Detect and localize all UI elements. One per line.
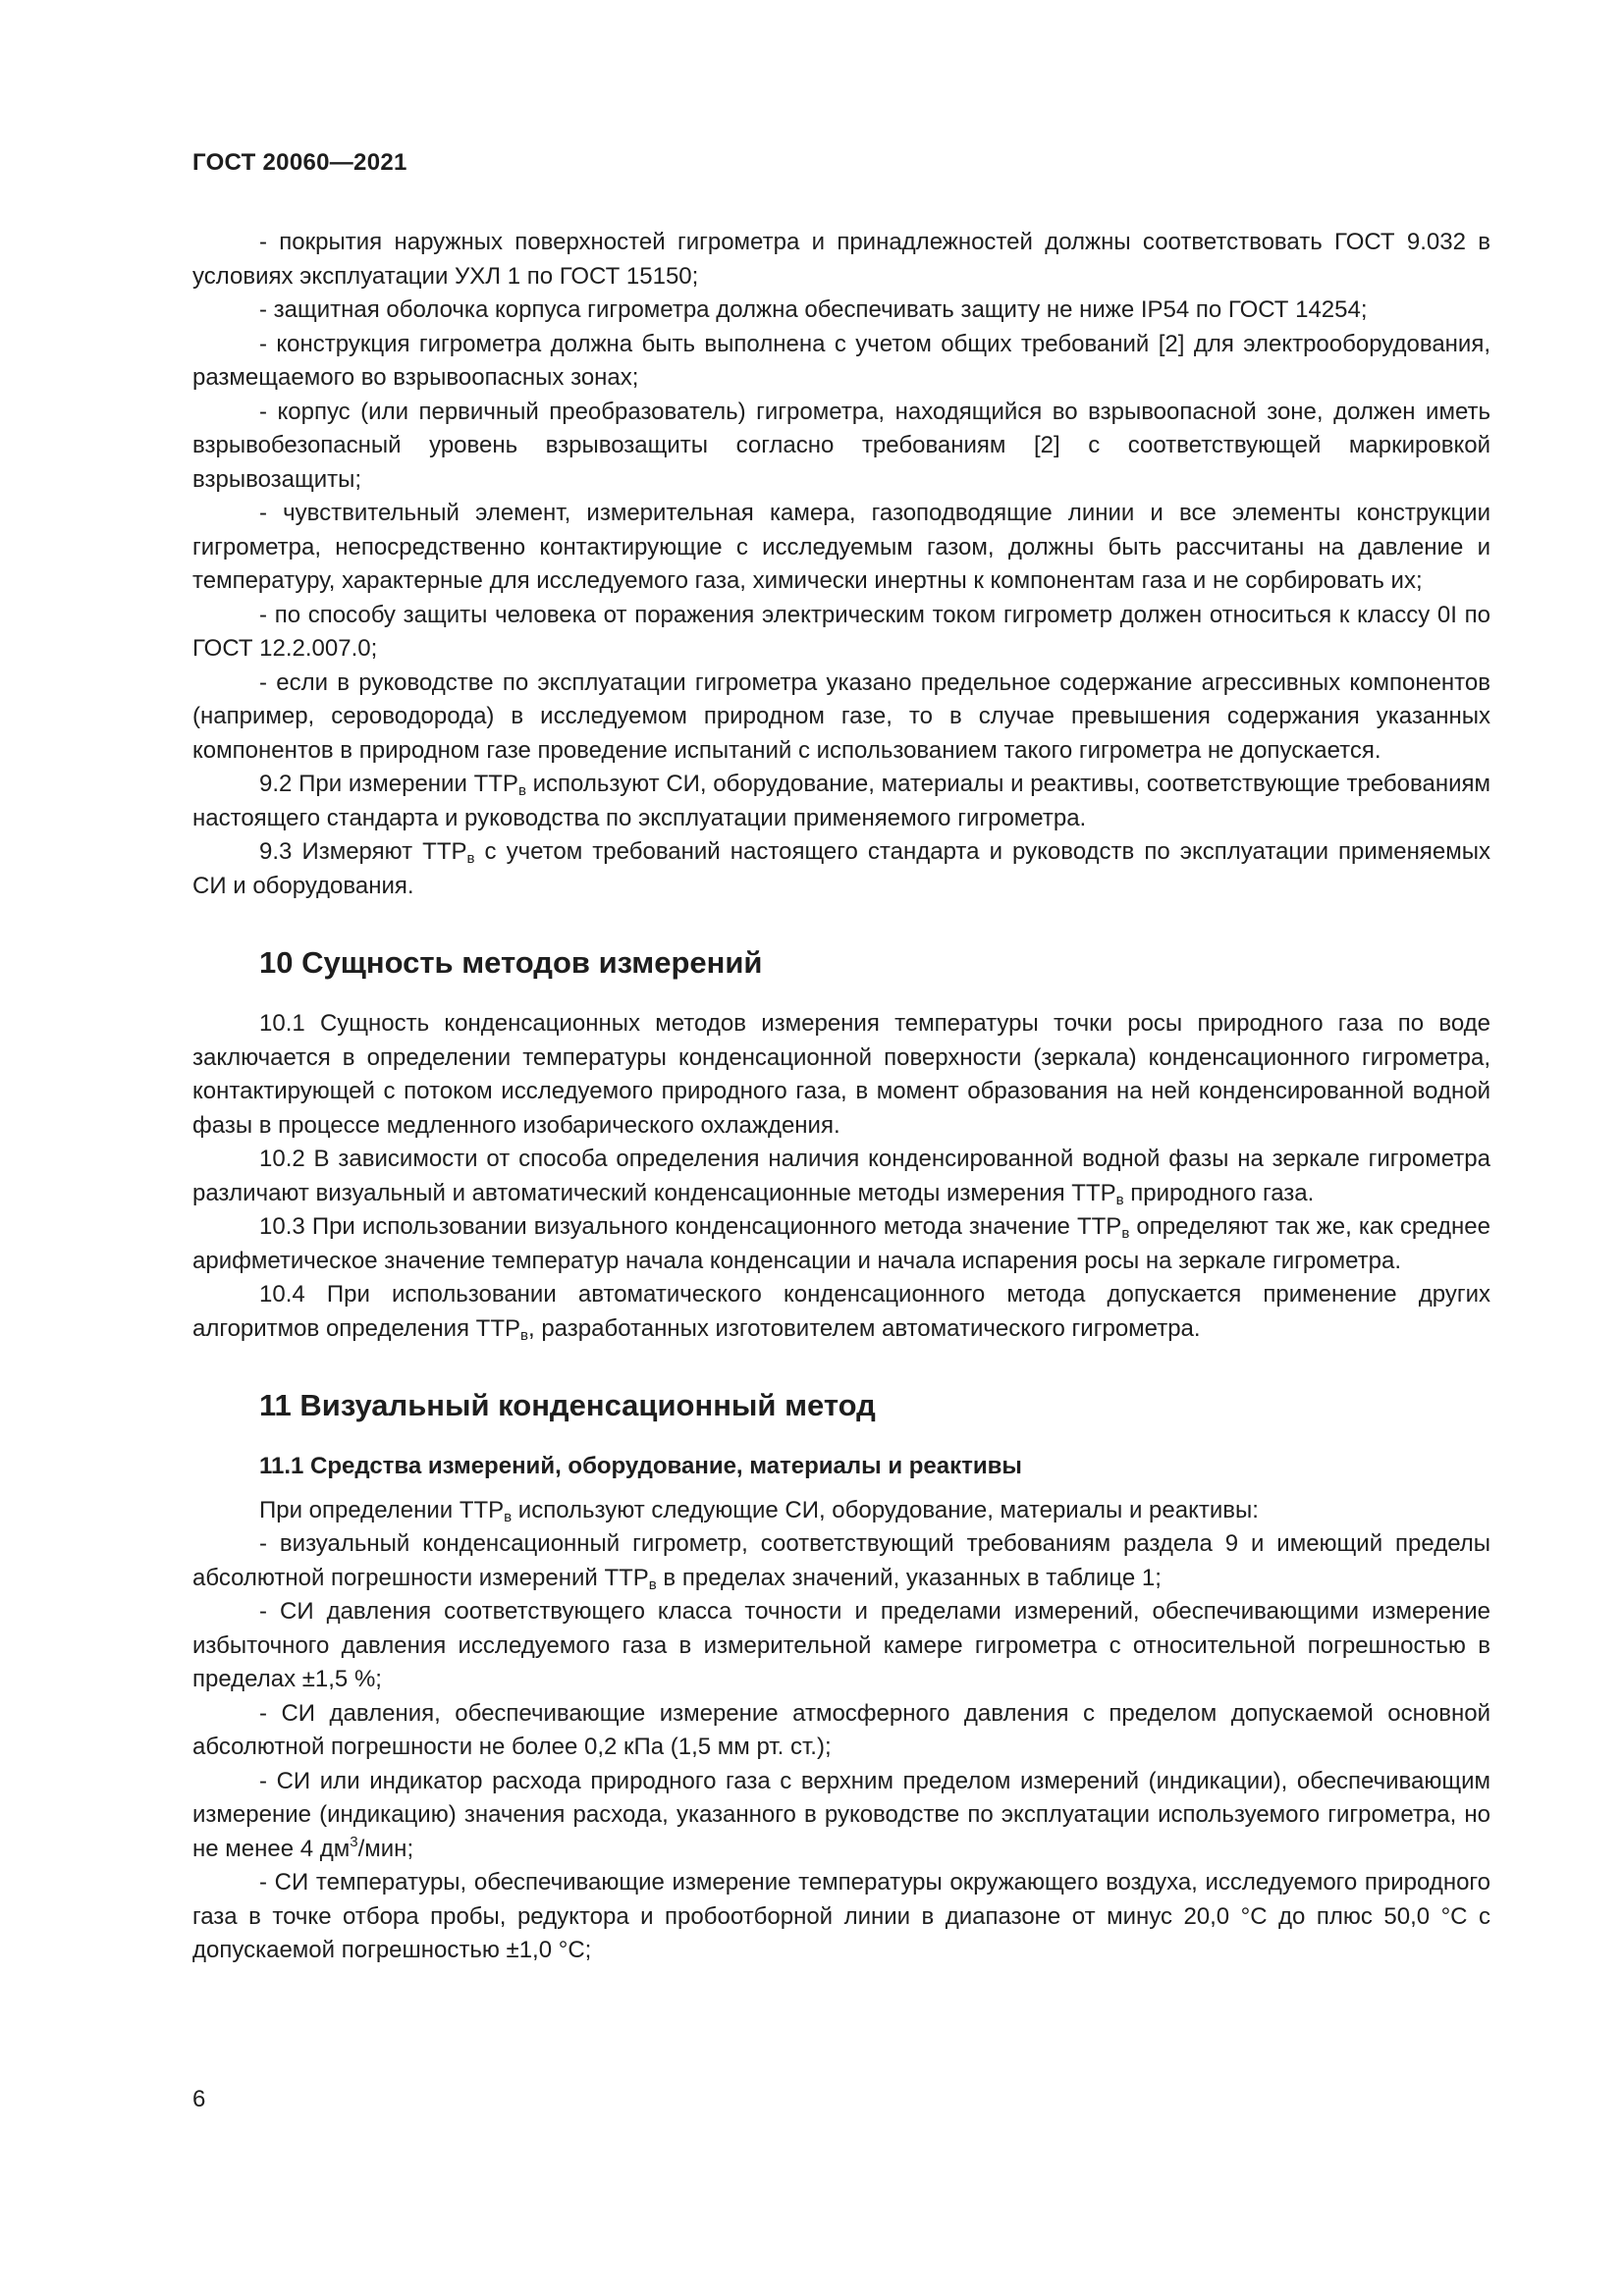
subscript: в: [648, 1575, 657, 1593]
paragraph: - чувствительный элемент, измерительная камера, газоподводящие линии и все элементы конструкции гигрометра, непосредственно контактирующие с исследуемым газом, должны быть рассчитаны на давление и температуру, характерные для исследуемого газа, химически инертны к компонентам газа и не сорбировать их;: [192, 500, 1490, 594]
subscript: в: [520, 1326, 528, 1344]
subscript: в: [517, 782, 526, 799]
text-segment: 10.3 При использовании визуального конденсационного метода значение ТТР: [259, 1213, 1122, 1240]
text-segment: /мин;: [357, 1835, 414, 1862]
subscript: в: [466, 850, 475, 867]
text-segment: , разработанных изготовителем автоматического гигрометра.: [527, 1314, 1201, 1342]
paragraph: - покрытия наружных поверхностей гигрометра и принадлежностей должны соответствовать ГОСТ 9.032 в условиях эксплуатации УХЛ 1 по ГОСТ 15150;: [192, 229, 1490, 290]
text-segment: - визуальный конденсационный гигрометр, соответствующий требованиям раздела 9 и имеющий пределы абсолютной погрешности измерений ТТР: [192, 1530, 1490, 1591]
text-segment: При определении ТТР: [259, 1496, 505, 1523]
text-segment: 9.3 Измеряют ТТР: [259, 838, 467, 865]
paragraph: - СИ температуры, обеспечивающие измерение температуры окружающего воздуха, исследуемого природного газа в точке отбора пробы, редуктора и пробоотборной линии в диапазоне от минус 20,0 °С до плюс 50,0 °С с допускаемой погрешностью ±1,0 °С;: [192, 1869, 1490, 1963]
subsection-heading-11-1: 11.1 Средства измерений, оборудование, материалы и реактивы: [259, 1453, 1022, 1479]
paragraph: - СИ давления соответствующего класса точности и пределами измерений, обеспечивающими измерение избыточного давления исследуемого газа в измерительной камере гигрометра с относительной погрешностью в пределах ±1,5 %;: [192, 1598, 1490, 1692]
paragraph: - если в руководстве по эксплуатации гигрометра указано предельное содержание агрессивных компонентов (например, сероводорода) в исследуемом природном газе, то в случае превышения содержания указанных компонентов в природном газе проведение испытаний с использованием такого гигрометра не допускается.: [192, 668, 1490, 764]
document-header: ГОСТ 20060—2021: [192, 149, 407, 176]
subscript: в: [504, 1508, 513, 1525]
section-heading-11: 11 Визуальный конденсационный метод: [259, 1388, 876, 1422]
page-number: 6: [192, 2086, 206, 2112]
text-segment: 9.2 При измерении ТТР: [259, 771, 518, 797]
paragraph: [192, 1765, 1490, 1867]
document-body: [192, 226, 1490, 1968]
paragraph: - СИ давления, обеспечивающие измерение атмосферного давления с пределом допускаемой основной абсолютной погрешности не более 0,2 кПа (1,5 мм рт. ст.);: [192, 1699, 1490, 1760]
paragraph: - защитная оболочка корпуса гигрометра должна обеспечивать защиту не ниже IP54 по ГОСТ 14254;: [259, 296, 1368, 323]
paragraph-9-3: [192, 835, 1490, 903]
paragraph-10-3: [192, 1210, 1490, 1278]
paragraph: [192, 1494, 1490, 1528]
paragraph: [192, 1527, 1490, 1595]
paragraph-9-2: [192, 768, 1490, 835]
paragraph: - конструкция гигрометра должна быть выполнена с учетом общих требований [2] для электрооборудования, размещаемого во взрывоопасных зонах;: [192, 330, 1490, 391]
paragraph-10-1: 10.1 Сущность конденсационных методов измерения температуры точки росы природного газа по воде заключается в определении температуры конденсационной поверхности (зеркала) конденсационного гигрометра, контактирующей с потоком исследуемого природного газа, в момент образования на ней конденсированной водной фазы в процессе медленного изобарического охлаждения.: [192, 1010, 1490, 1139]
text-segment: с учетом требований настоящего стандарта и руководств по эксплуатации применяемых СИ и оборудования.: [192, 838, 1490, 899]
text-segment: определяют так же, как среднее арифметическое значение температур начала конденсации и начала испарения росы на зеркале гигрометра.: [192, 1213, 1490, 1274]
subscript: в: [1121, 1225, 1130, 1242]
paragraph: - корпус (или первичный преобразователь) гигрометра, находящийся во взрывоопасной зоне, должен иметь взрывобезопасный уровень взрывозащиты согласно требованиям [2] с соответствующей маркировкой взрывозащиты;: [192, 398, 1490, 493]
paragraph-10-2: [192, 1143, 1490, 1210]
text-segment: 10.4 При использовании автоматического конденсационного метода допускается применение других алгоритмов определения ТТР: [192, 1281, 1490, 1342]
text-segment: природного газа.: [1123, 1179, 1315, 1206]
text-segment: в пределах значений, указанных в таблице 1;: [656, 1564, 1162, 1591]
text-segment: - СИ или индикатор расхода природного газа с верхним пределом измерений (индикации), обеспечивающим измерение (индикацию) значения расхода, указанного в руководстве по эксплуатации используемого гигрометра, но не менее 4 дм: [192, 1767, 1490, 1862]
subscript: в: [1115, 1191, 1124, 1208]
superscript: 3: [350, 1833, 358, 1850]
paragraph-10-4: [192, 1278, 1490, 1346]
section-heading-10: 10 Сущность методов измерений: [259, 945, 763, 980]
paragraph: - по способу защиты человека от поражения электрическим током гигрометр должен относиться к классу 0I по ГОСТ 12.2.007.0;: [192, 601, 1490, 662]
text-segment: используют СИ, оборудование, материалы и реактивы, соответствующие требованиям настоящего стандарта и руководства по эксплуатации применяемого гигрометра.: [192, 771, 1491, 831]
text-segment: 10.2 В зависимости от способа определения наличия конденсированной водной фазы на зеркале гигрометра различают визуальный и автоматический конденсационные методы измерения ТТР: [192, 1146, 1490, 1206]
text-segment: используют следующие СИ, оборудование, материалы и реактивы:: [512, 1496, 1259, 1523]
